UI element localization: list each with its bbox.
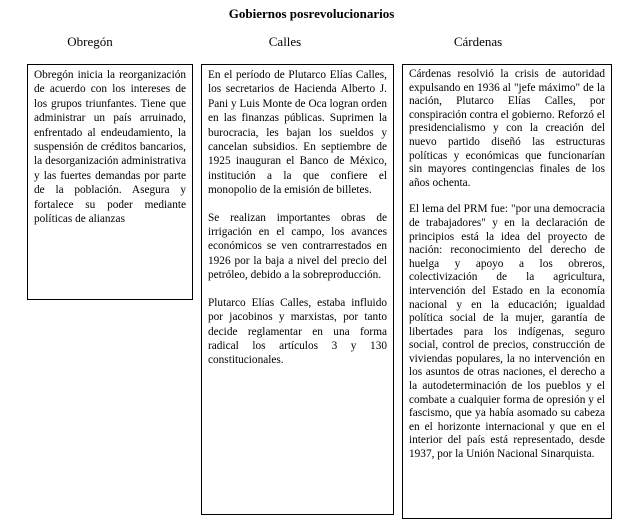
calles-paragraph-1: En el período de Plutarco Elías Calles, los secretarios de Hacienda Alberto J. Pani y Luis Monte de Oca logran orden en las finanzas públicas. Suprimen la burocracia, les bajan los sueldos y cancelan subsidios. En septiembre de 1925 inauguran el Banco de México, institución a la que confiere el monopolio de la emisión de billetes. xyxy=(208,69,387,197)
calles-paragraph-2: Se realizan importantes obras de irrigación en el campo, los avances económicos se ven contrarrestados en 1926 por la baja a nivel del precio del petróleo, debido a la sobreproducción. xyxy=(208,211,387,282)
obregon-paragraph-1: Obregón inicia la reorganización de acuerdo con los intereses de los grupos triunfantes. Tiene que administrar un país arruinado, enfrentado al endeudamiento, la suspensión de créditos bancarios, la desorganización administrativa y las fuertes demandas por parte de la población. Asegura y fortalece su poder mediante políticas de alianzas xyxy=(34,69,186,226)
cardenas-paragraph-1: Cárdenas resolvió la crisis de autoridad expulsando en 1936 al "jefe máximo" de la nación, Plutarco Elías Calles, por conspiración contra el gobierno. Reforzó el presidencialismo y con la creación del nuevo partido diseñó las estructuras políticas y económicas que funcionarían sin mayores contingencias finales de los años ochenta. xyxy=(409,68,605,189)
column-heading-calles: Calles xyxy=(268,34,302,49)
obregon-text-box xyxy=(27,64,193,300)
calles-text-box xyxy=(201,64,394,515)
cardenas-text-box xyxy=(402,64,612,519)
calles-paragraph-3: Plutarco Elías Calles, estaba influido por jacobinos y marxistas, por tanto decide reglamentar en una forma radical los artículos 3 y 130 constitucionales. xyxy=(208,296,387,367)
column-heading-obregon: Obregón xyxy=(67,34,113,49)
page-title: Gobiernos posrevolucionarios xyxy=(228,6,395,21)
cardenas-paragraph-2: El lema del PRM fue: "por una democracia de trabajadores" y en la declaración de principios está la idea del proyecto de nación: reconocimiento del derecho de huelga y apoyo a los obreros, colectivización de la agricultura, intervención del Estado en la economía nacional y en la educación; igualdad política social de la mujer, garantía de libertades para los indígenas, seguro social, control de precios, construcción de viviendas populares, la no intervención en los asuntos de otras naciones, el derecho a la autodeterminación de los pueblos y el combate a cualquier forma de opresión y el fascismo, que ya había asomado su cabeza en el horizonte internacional y que en el interior del país está representado, desde 1937, por la Unión Nacional Sinarquista. xyxy=(409,203,605,461)
column-heading-cardenas: Cárdenas xyxy=(453,34,503,49)
